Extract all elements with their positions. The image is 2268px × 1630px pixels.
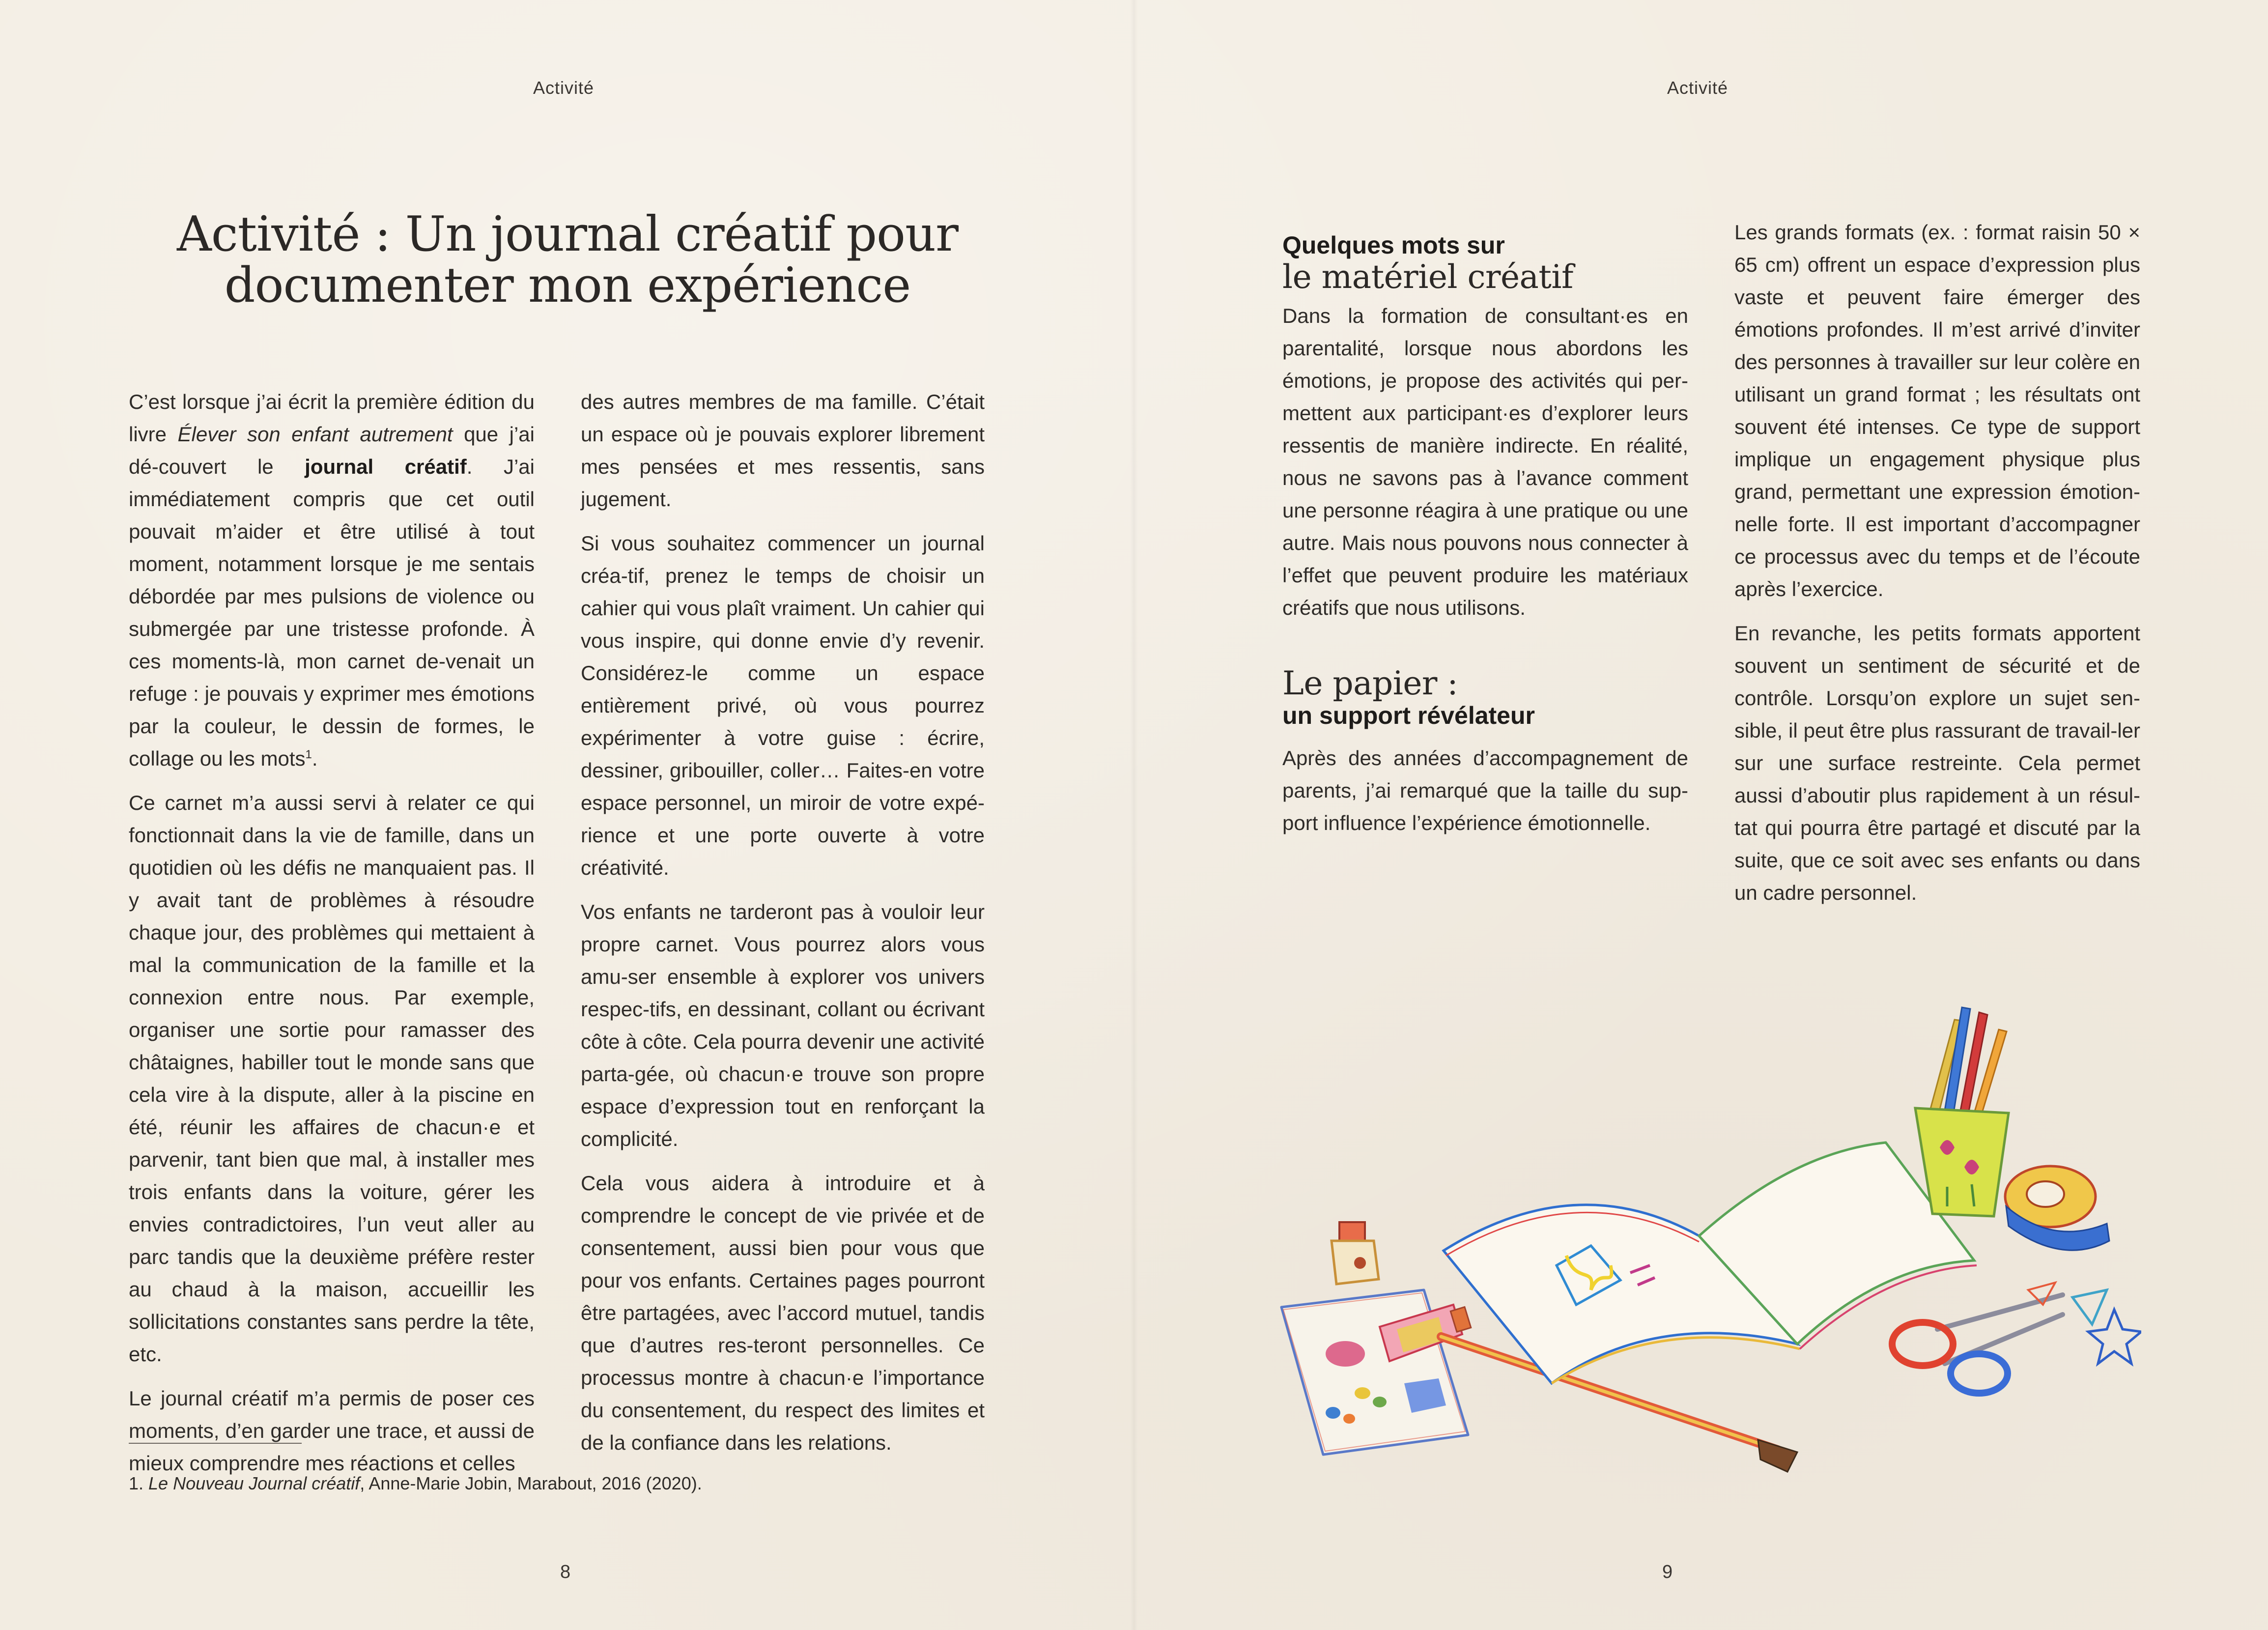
tape-dispenser-icon [2005, 1166, 2109, 1250]
paragraph: C’est lorsque j’ai écrit la première édition du livre Élever son enfant autrement que j’ai dé-couvert le journal créatif. J’ai immédiatement compris que cet outil pouvait m’aider et être utilisé à tout moment, notamment lorsque je me sentais débordée par mes pulsions de violence ou submergée par une tristesse profonde. À ces moments-là, mon carnet de-venait un refuge : je pouvais y exprimer mes émotions par la couleur, le dessin de formes, le collage ou les mots$^1$. [129, 390, 535, 770]
paragraph: Si vous souhaitez commencer un journal créa-tif, prenez le temps de choisir un cahier qui vous plaît vraiment. Un cahier qui vous inspire, qui donne envie d’y revenir. Considérez-le comme un espace entièrement privé, où vous pourrez expérimenter à votre guise : écrire, dessiner, gribouiller, coller… Faites-en votre espace personnel, un miroir de votre expé-rience et une porte ouverte à votre créativité. [581, 532, 985, 879]
glue-bottle-icon [1332, 1222, 1379, 1284]
paragraph: Cela vous aidera à introduire et à comprendre le concept de vie privée et de consentement, aussi bien pour vous que pour vos enfants. Certaines pages pourront être partagées, avec l’accord mutuel, tandis que d’autres res-teront personnelles. Ce processus montre à chacun·e l’importance du consentement, du respect des limites et de la confiance dans les relations. [581, 1172, 985, 1454]
section-body-materials [1282, 300, 1688, 636]
running-head: Activité [1667, 78, 1729, 98]
footnote: 1. Le Nouveau Journal créatif, Anne-Marie Jobin, Marabout, 2016 (2020). [129, 1473, 702, 1493]
paragraph: Les grands formats (ex. : format raisin 50 × 65 cm) offrent un espace d’expression plus vaste et peuvent faire émerger des émotions profondes. Il m’est arrivé d’inviter des personnes à travailler sur leur colère en utilisant un grand format ; les résultats ont souvent été intenses. Ce type de support implique un engagement physique plus grand, permettant une expression émotion-nelle forte. Il est important d’accompagner ce processus avec du temps et de l’écoute après l’exercice. [1734, 221, 2140, 601]
title-line-1: Activité : Un journal créatif pour [176, 206, 959, 262]
section-body-paper [1282, 742, 1688, 851]
paragraph: Le journal créatif m’a permis de poser ces moments, d’en garder une trace, et aussi de mieux comprendre mes réactions et celles [129, 1387, 535, 1475]
paragraph: Vos enfants ne tarderont pas à vouloir leur propre carnet. Vous pourrez alors vous amu-ser ensemble à explorer vos univers respec-tifs, en dessinant, collant ou écrivant côte à côte. Cela pourra devenir une activité parta-gée, où chacun·e trouve son propre espace d’expression tout en renforçant la complicité. [581, 900, 985, 1150]
paragraph: En revanche, les petits formats apportent souvent un sentiment de sécurité et de contrôle. Lorsqu’on explore un sujet sen-sible, il peut être plus rassurant de travail-ler sur une surface restreinte. Cela permet aussi d’aboutir plus rapidement à un résul-tat qui pourra être partagé et discuté par la suite, que ce soit avec ses enfants ou dans un cadre personnel. [1734, 622, 2140, 904]
section-heading-title: Le papier : [1282, 664, 1458, 702]
paragraph: Après des années d’accompagnement de parents, j’ai remarqué que la taille du sup-port influence l’expérience émotionnelle. [1282, 746, 1688, 834]
sketchbook-icon [1444, 1143, 1977, 1383]
text-column-2 [581, 386, 985, 1471]
book-title: Élever son enfant autrement [177, 423, 453, 446]
page-number: 9 [1662, 1562, 1673, 1582]
key-term: journal créatif [305, 455, 467, 478]
section-heading-paper [1282, 666, 1725, 730]
page-title [162, 206, 973, 314]
running-head: Activité [533, 78, 595, 98]
right-page [1134, 0, 2268, 1630]
footnote-divider [129, 1443, 302, 1444]
footnote-ref[interactable]: 1 [305, 748, 312, 761]
page-number: 8 [560, 1562, 571, 1582]
section-heading-materials [1282, 231, 1725, 295]
paragraph: des autres membres de ma famille. C’était un espace où je pouvais explorer librement mes pensées et mes ressentis, sans jugement. [581, 390, 985, 511]
paintbrush-icon [1441, 1337, 1797, 1472]
pencil-cup-icon [1915, 1007, 2009, 1216]
text-column-1 [129, 386, 535, 1491]
section-heading-title: le matériel créatif [1282, 258, 1573, 296]
section-heading-kicker: Quelques mots sur [1282, 231, 1505, 259]
section-heading-subtitle: un support révélateur [1282, 702, 1535, 729]
paragraph: Ce carnet m’a aussi servi à relater ce qui fonctionnait dans la vie de famille, dans un quotidien où les défis ne manquaient pas. Il y avait tant de problèmes à résoudre chaque jour, des problèmes qui mettaient à mal la communication de la famille et la connexion entre nous. Par exemple, organiser une sortie pour ramasser des châtaignes, habiller tout le monde sans que cela vire à la dispute, aller à la piscine en été, réunir les affaires de chacun·e et parvenir, tant bien que mal, à installer mes trois enfants dans la voiture, gérer les envies contradictoires, l’un veut aller au parc tandis que la deuxième préfère rester au chaud à la maison, accueillir les sollicitations constantes sans perdre la tête, etc. [129, 791, 535, 1366]
text-column-3 [1734, 216, 2140, 921]
title-line-2: documenter mon expérience [224, 257, 911, 314]
art-supplies-illustration [1276, 990, 2141, 1501]
scissors-icon [1892, 1295, 2063, 1393]
paragraph: Dans la formation de consultant·es en parentalité, lorsque nous abordons les émotions, je propose des activités qui per-mettent aux participant·es d’explorer leurs ressentis de manière indirecte. En réalité, nous ne savons pas à l’avance comment une personne réagira à une pratique ou une autre. Mais nous pouvons nous connecter à l’effet que peuvent produire les matériaux créatifs que nous utilisons. [1282, 304, 1688, 619]
